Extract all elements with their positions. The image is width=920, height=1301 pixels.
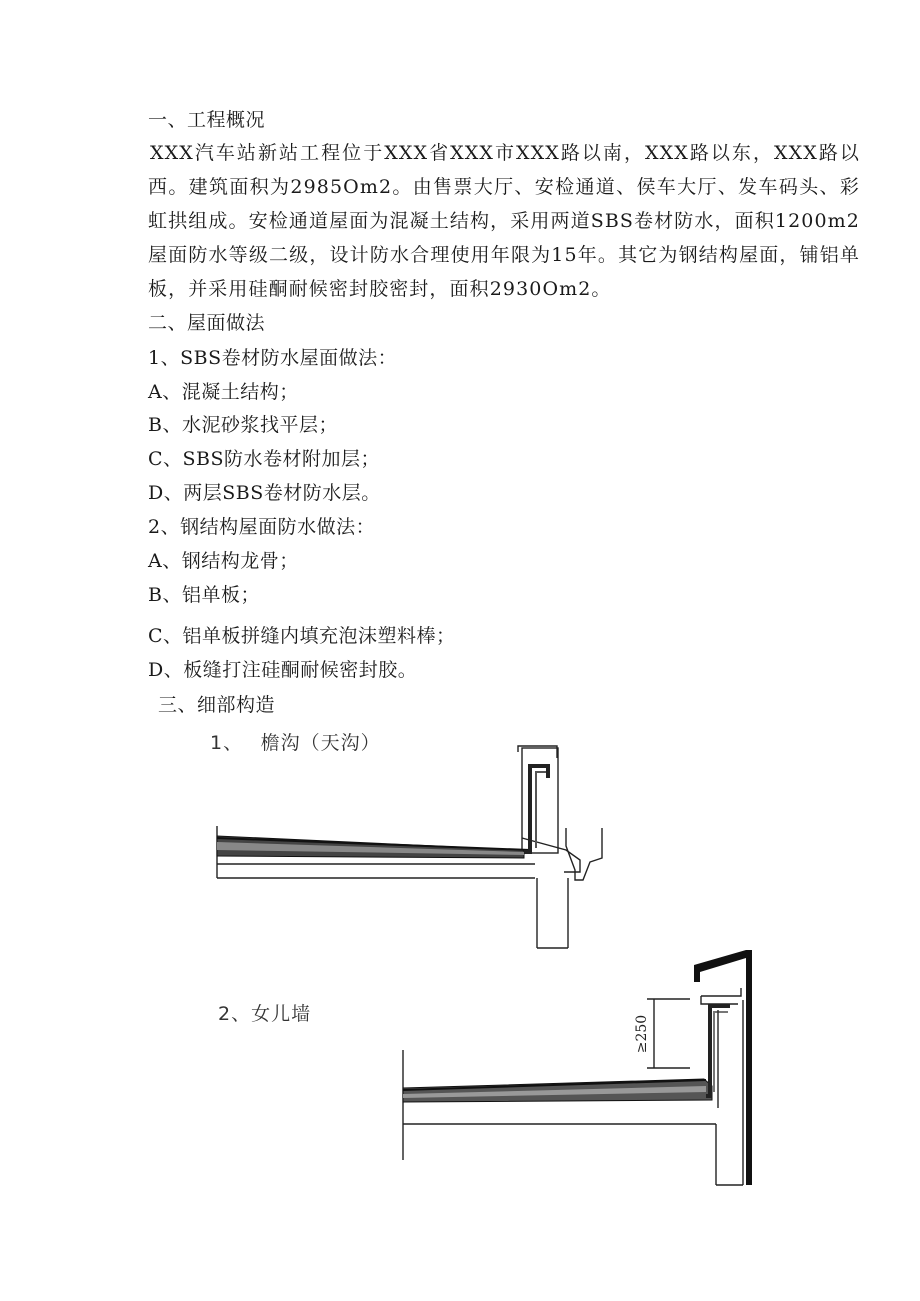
sbs-method-title: 1、SBS卷材防水屋面做法： <box>148 347 398 369</box>
steel-method-title: 2、钢结构屋面防水做法： <box>148 516 376 538</box>
steel-item-a: A、钢结构龙骨； <box>148 550 299 572</box>
steel-item-d: D、板缝打注硅酮耐候密封胶。 <box>148 659 418 681</box>
fig2-label: 2、女儿墙 <box>218 1003 312 1025</box>
steel-item-b: B、铝单板； <box>148 584 260 606</box>
sbs-item-b: B、水泥砂浆找平层； <box>148 414 338 436</box>
heading-project-overview: 一、工程概况 <box>148 109 266 131</box>
sbs-item-d: D、两层SBS卷材防水层。 <box>148 482 381 504</box>
heading-roof-method: 二、屋面做法 <box>148 312 266 334</box>
heading-detail-construction: 三、细部构造 <box>158 694 276 716</box>
sbs-item-c: C、SBS防水卷材附加层； <box>148 448 381 470</box>
project-overview-paragraph: XXX汽车站新站工程位于XXX省XXX市XXX路以南，XXX路以东，XXX路以西。建筑面积为2985Om2。由售票大厅、安检通道、侯车大厅、发车码头、彩虹拱组成。安检通道屋面为混凝土结构，采用两道SBS卷材防水，面积1200m2屋面防水等级二级，设计防水合理使用年限为15年。其它为钢结构屋面，铺铝单板，并采用硅酮耐候密封胶密封，面积2930Om2。 <box>148 142 860 300</box>
fig1-label: 1、 檐沟（天沟） <box>210 732 381 754</box>
steel-item-c: C、铝单板拼缝内填充泡沫塑料棒； <box>148 625 456 647</box>
sbs-item-a: A、混凝土结构； <box>148 381 299 403</box>
dimension-text: ≥250 <box>634 1014 650 1054</box>
